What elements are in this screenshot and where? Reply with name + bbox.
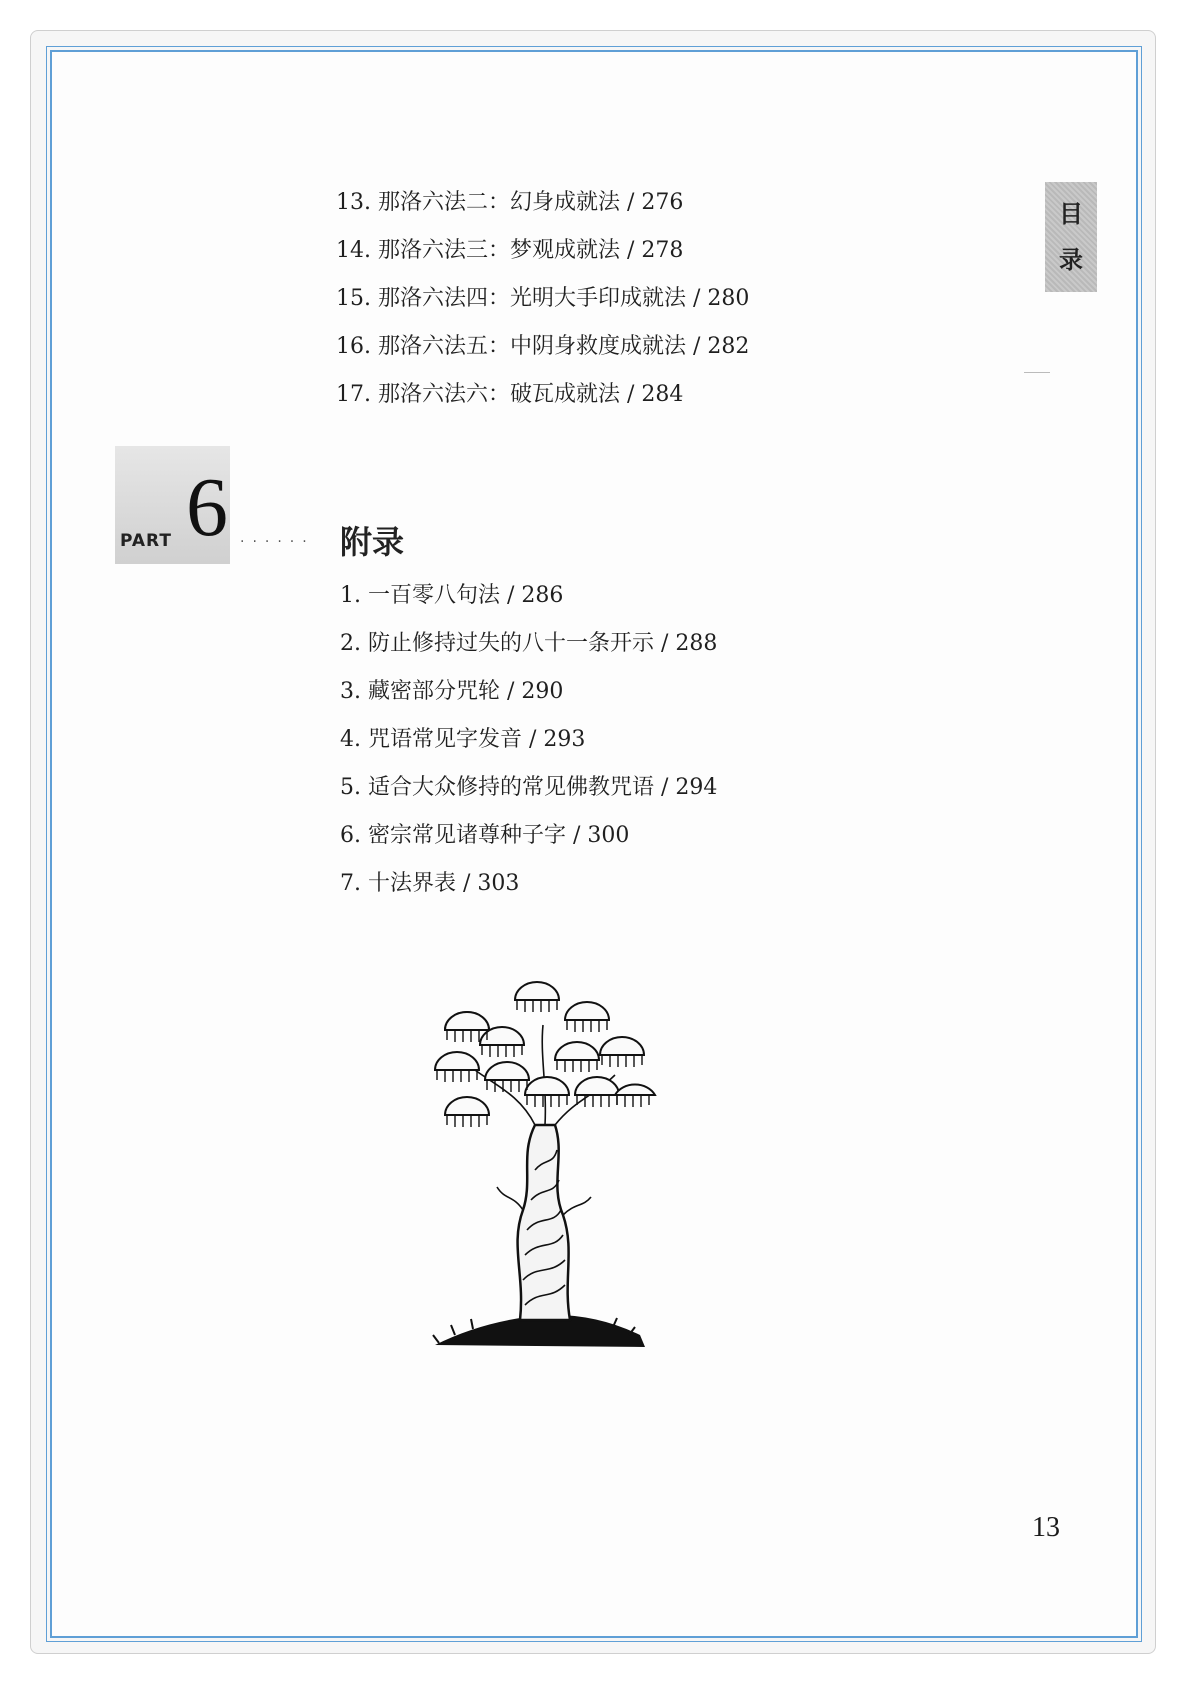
toc-entry[interactable]: 2. 防止修持过失的八十一条开示 / 288 xyxy=(340,631,718,656)
toc-entry[interactable]: 3. 藏密部分咒轮 / 290 xyxy=(340,679,564,704)
toc-entry[interactable]: 6. 密宗常见诸尊种子字 / 300 xyxy=(340,823,630,848)
side-tab-char-mu: 目 xyxy=(1059,200,1083,228)
toc-entry[interactable]: 13. 那洛六法二：幻身成就法 / 276 xyxy=(336,190,684,215)
side-tab-char-lu: 录 xyxy=(1059,246,1083,274)
toc-entry[interactable]: 1. 一百零八句法 / 286 xyxy=(340,583,564,608)
page-number: 13 xyxy=(1032,1512,1060,1543)
toc-entry[interactable]: 5. 适合大众修持的常见佛教咒语 / 294 xyxy=(340,775,718,800)
part-leader-dots: ...... xyxy=(240,530,315,546)
part-number: 6 xyxy=(186,461,228,554)
part-label: PART xyxy=(120,531,172,551)
toc-entry[interactable]: 15. 那洛六法四：光明大手印成就法 / 280 xyxy=(336,286,750,311)
side-divider xyxy=(1024,372,1050,373)
tree-illustration xyxy=(425,975,665,1355)
toc-entry[interactable]: 17. 那洛六法六：破瓦成就法 / 284 xyxy=(336,382,684,407)
toc-side-tab xyxy=(1045,182,1097,292)
toc-entry[interactable]: 16. 那洛六法五：中阴身救度成就法 / 282 xyxy=(336,334,750,359)
toc-entry[interactable]: 14. 那洛六法三：梦观成就法 / 278 xyxy=(336,238,684,263)
toc-entry[interactable]: 7. 十法界表 / 303 xyxy=(340,871,520,896)
section-title: 附录 xyxy=(340,523,405,561)
toc-entry[interactable]: 4. 咒语常见字发音 / 293 xyxy=(340,727,586,752)
